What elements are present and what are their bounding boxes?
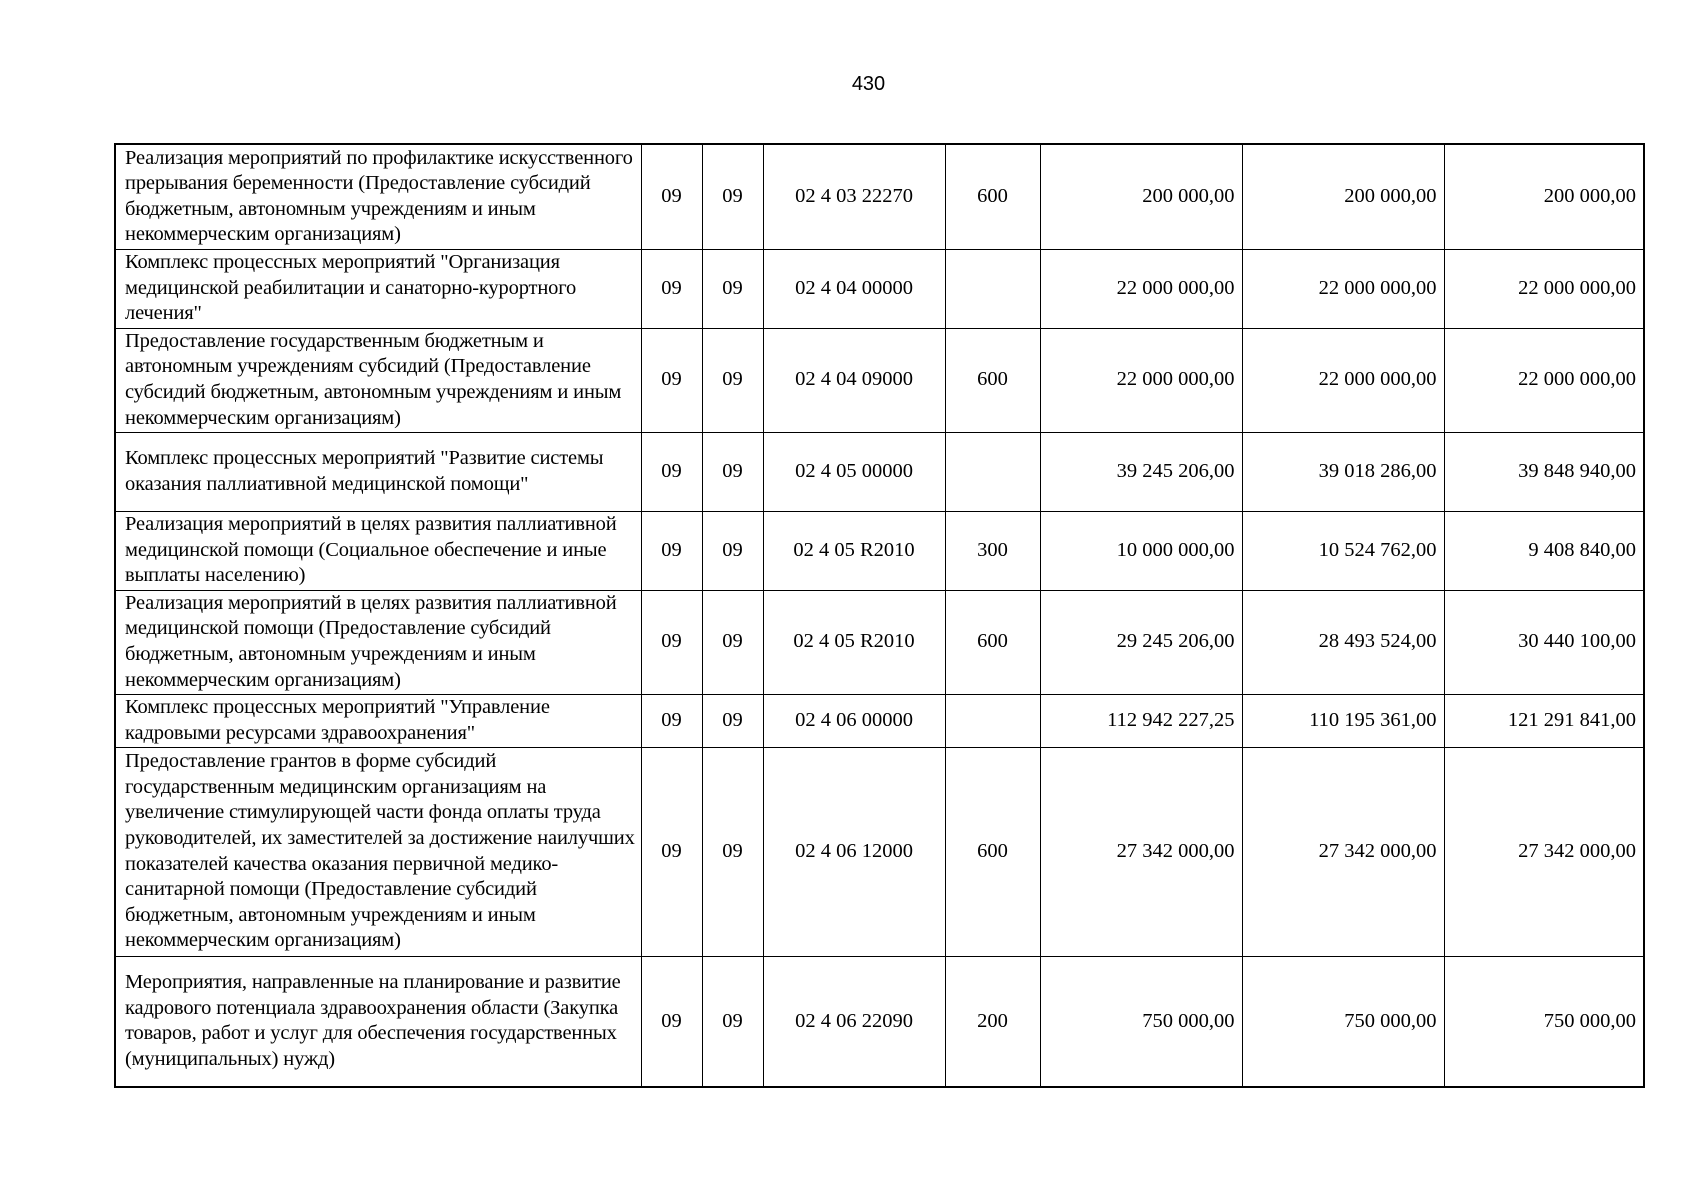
target-article-code: 02 4 03 22270	[763, 144, 945, 249]
expense-type-code	[945, 249, 1040, 328]
section-code: 09	[641, 328, 702, 432]
subsection-code: 09	[702, 249, 763, 328]
amount-year-3: 22 000 000,00	[1444, 328, 1644, 432]
row-name: Реализация мероприятий по профилактике искусственного прерывания беременности (Предоставление субсидий бюджетным, автономным учреждениям и иным некоммерческим организациям)	[115, 144, 641, 249]
amount-year-1: 22 000 000,00	[1040, 328, 1242, 432]
amount-year-1: 27 342 000,00	[1040, 747, 1242, 956]
table-row	[115, 511, 1644, 590]
table-row	[115, 747, 1644, 956]
amount-year-2: 750 000,00	[1242, 956, 1444, 1087]
subsection-code: 09	[702, 432, 763, 511]
row-name: Реализация мероприятий в целях развития паллиативной медицинской помощи (Предоставление субсидий бюджетным, автономным учреждениям и иным некоммерческим организациям)	[115, 590, 641, 694]
expense-type-code: 200	[945, 956, 1040, 1087]
target-article-code: 02 4 06 12000	[763, 747, 945, 956]
amount-year-3: 27 342 000,00	[1444, 747, 1644, 956]
table-row	[115, 694, 1644, 747]
section-code: 09	[641, 511, 702, 590]
section-code: 09	[641, 747, 702, 956]
amount-year-3: 39 848 940,00	[1444, 432, 1644, 511]
subsection-code: 09	[702, 328, 763, 432]
table-row	[115, 144, 1644, 249]
amount-year-2: 28 493 524,00	[1242, 590, 1444, 694]
row-name: Комплекс процессных мероприятий "Развитие системы оказания паллиативной медицинской помощи"	[115, 432, 641, 511]
table-row	[115, 328, 1644, 432]
amount-year-2: 200 000,00	[1242, 144, 1444, 249]
section-code: 09	[641, 432, 702, 511]
row-name: Комплекс процессных мероприятий "Управление кадровыми ресурсами здравоохранения"	[115, 694, 641, 747]
table-row	[115, 956, 1644, 1087]
amount-year-2: 27 342 000,00	[1242, 747, 1444, 956]
amount-year-2: 22 000 000,00	[1242, 249, 1444, 328]
row-name: Реализация мероприятий в целях развития паллиативной медицинской помощи (Социальное обеспечение и иные выплаты населению)	[115, 511, 641, 590]
target-article-code: 02 4 05 R2010	[763, 590, 945, 694]
target-article-code: 02 4 06 00000	[763, 694, 945, 747]
amount-year-1: 10 000 000,00	[1040, 511, 1242, 590]
expense-type-code: 600	[945, 747, 1040, 956]
expense-type-code: 300	[945, 511, 1040, 590]
table-row	[115, 590, 1644, 694]
amount-year-2: 22 000 000,00	[1242, 328, 1444, 432]
target-article-code: 02 4 06 22090	[763, 956, 945, 1087]
amount-year-3: 121 291 841,00	[1444, 694, 1644, 747]
amount-year-2: 110 195 361,00	[1242, 694, 1444, 747]
subsection-code: 09	[702, 747, 763, 956]
amount-year-3: 200 000,00	[1444, 144, 1644, 249]
subsection-code: 09	[702, 590, 763, 694]
amount-year-3: 30 440 100,00	[1444, 590, 1644, 694]
section-code: 09	[641, 956, 702, 1087]
amount-year-1: 22 000 000,00	[1040, 249, 1242, 328]
expense-type-code: 600	[945, 144, 1040, 249]
amount-year-1: 750 000,00	[1040, 956, 1242, 1087]
target-article-code: 02 4 04 00000	[763, 249, 945, 328]
section-code: 09	[641, 144, 702, 249]
amount-year-3: 22 000 000,00	[1444, 249, 1644, 328]
budget-table	[114, 143, 1645, 1088]
row-name: Предоставление грантов в форме субсидий государственным медицинским организациям на увеличение стимулирующей части фонда оплаты труда руководителей, их заместителей за достижение наилучших показателей качества оказания первичной медико-санитарной помощи (Предоставление субсидий бюджетным, автономным учреждениям и иным некоммерческим организациям)	[115, 747, 641, 956]
target-article-code: 02 4 04 09000	[763, 328, 945, 432]
table-body	[115, 144, 1644, 1087]
subsection-code: 09	[702, 694, 763, 747]
target-article-code: 02 4 05 00000	[763, 432, 945, 511]
expense-type-code	[945, 432, 1040, 511]
subsection-code: 09	[702, 511, 763, 590]
row-name: Мероприятия, направленные на планирование и развитие кадрового потенциала здравоохранения области (Закупка товаров, работ и услуг для обеспечения государственных (муниципальных) нужд)	[115, 956, 641, 1087]
amount-year-2: 10 524 762,00	[1242, 511, 1444, 590]
subsection-code: 09	[702, 144, 763, 249]
row-name: Комплекс процессных мероприятий "Организация медицинской реабилитации и санаторно-курортного лечения"	[115, 249, 641, 328]
target-article-code: 02 4 05 R2010	[763, 511, 945, 590]
row-name: Предоставление государственным бюджетным и автономным учреждениям субсидий (Предоставление субсидий бюджетным, автономным учреждениям и иным некоммерческим организациям)	[115, 328, 641, 432]
section-code: 09	[641, 694, 702, 747]
subsection-code: 09	[702, 956, 763, 1087]
amount-year-1: 200 000,00	[1040, 144, 1242, 249]
expense-type-code: 600	[945, 328, 1040, 432]
expense-type-code: 600	[945, 590, 1040, 694]
amount-year-1: 112 942 227,25	[1040, 694, 1242, 747]
amount-year-3: 750 000,00	[1444, 956, 1644, 1087]
section-code: 09	[641, 249, 702, 328]
amount-year-1: 39 245 206,00	[1040, 432, 1242, 511]
amount-year-3: 9 408 840,00	[1444, 511, 1644, 590]
expense-type-code	[945, 694, 1040, 747]
amount-year-1: 29 245 206,00	[1040, 590, 1242, 694]
table-row	[115, 432, 1644, 511]
page-number: 430	[851, 73, 886, 95]
amount-year-2: 39 018 286,00	[1242, 432, 1444, 511]
section-code: 09	[641, 590, 702, 694]
table-row	[115, 249, 1644, 328]
